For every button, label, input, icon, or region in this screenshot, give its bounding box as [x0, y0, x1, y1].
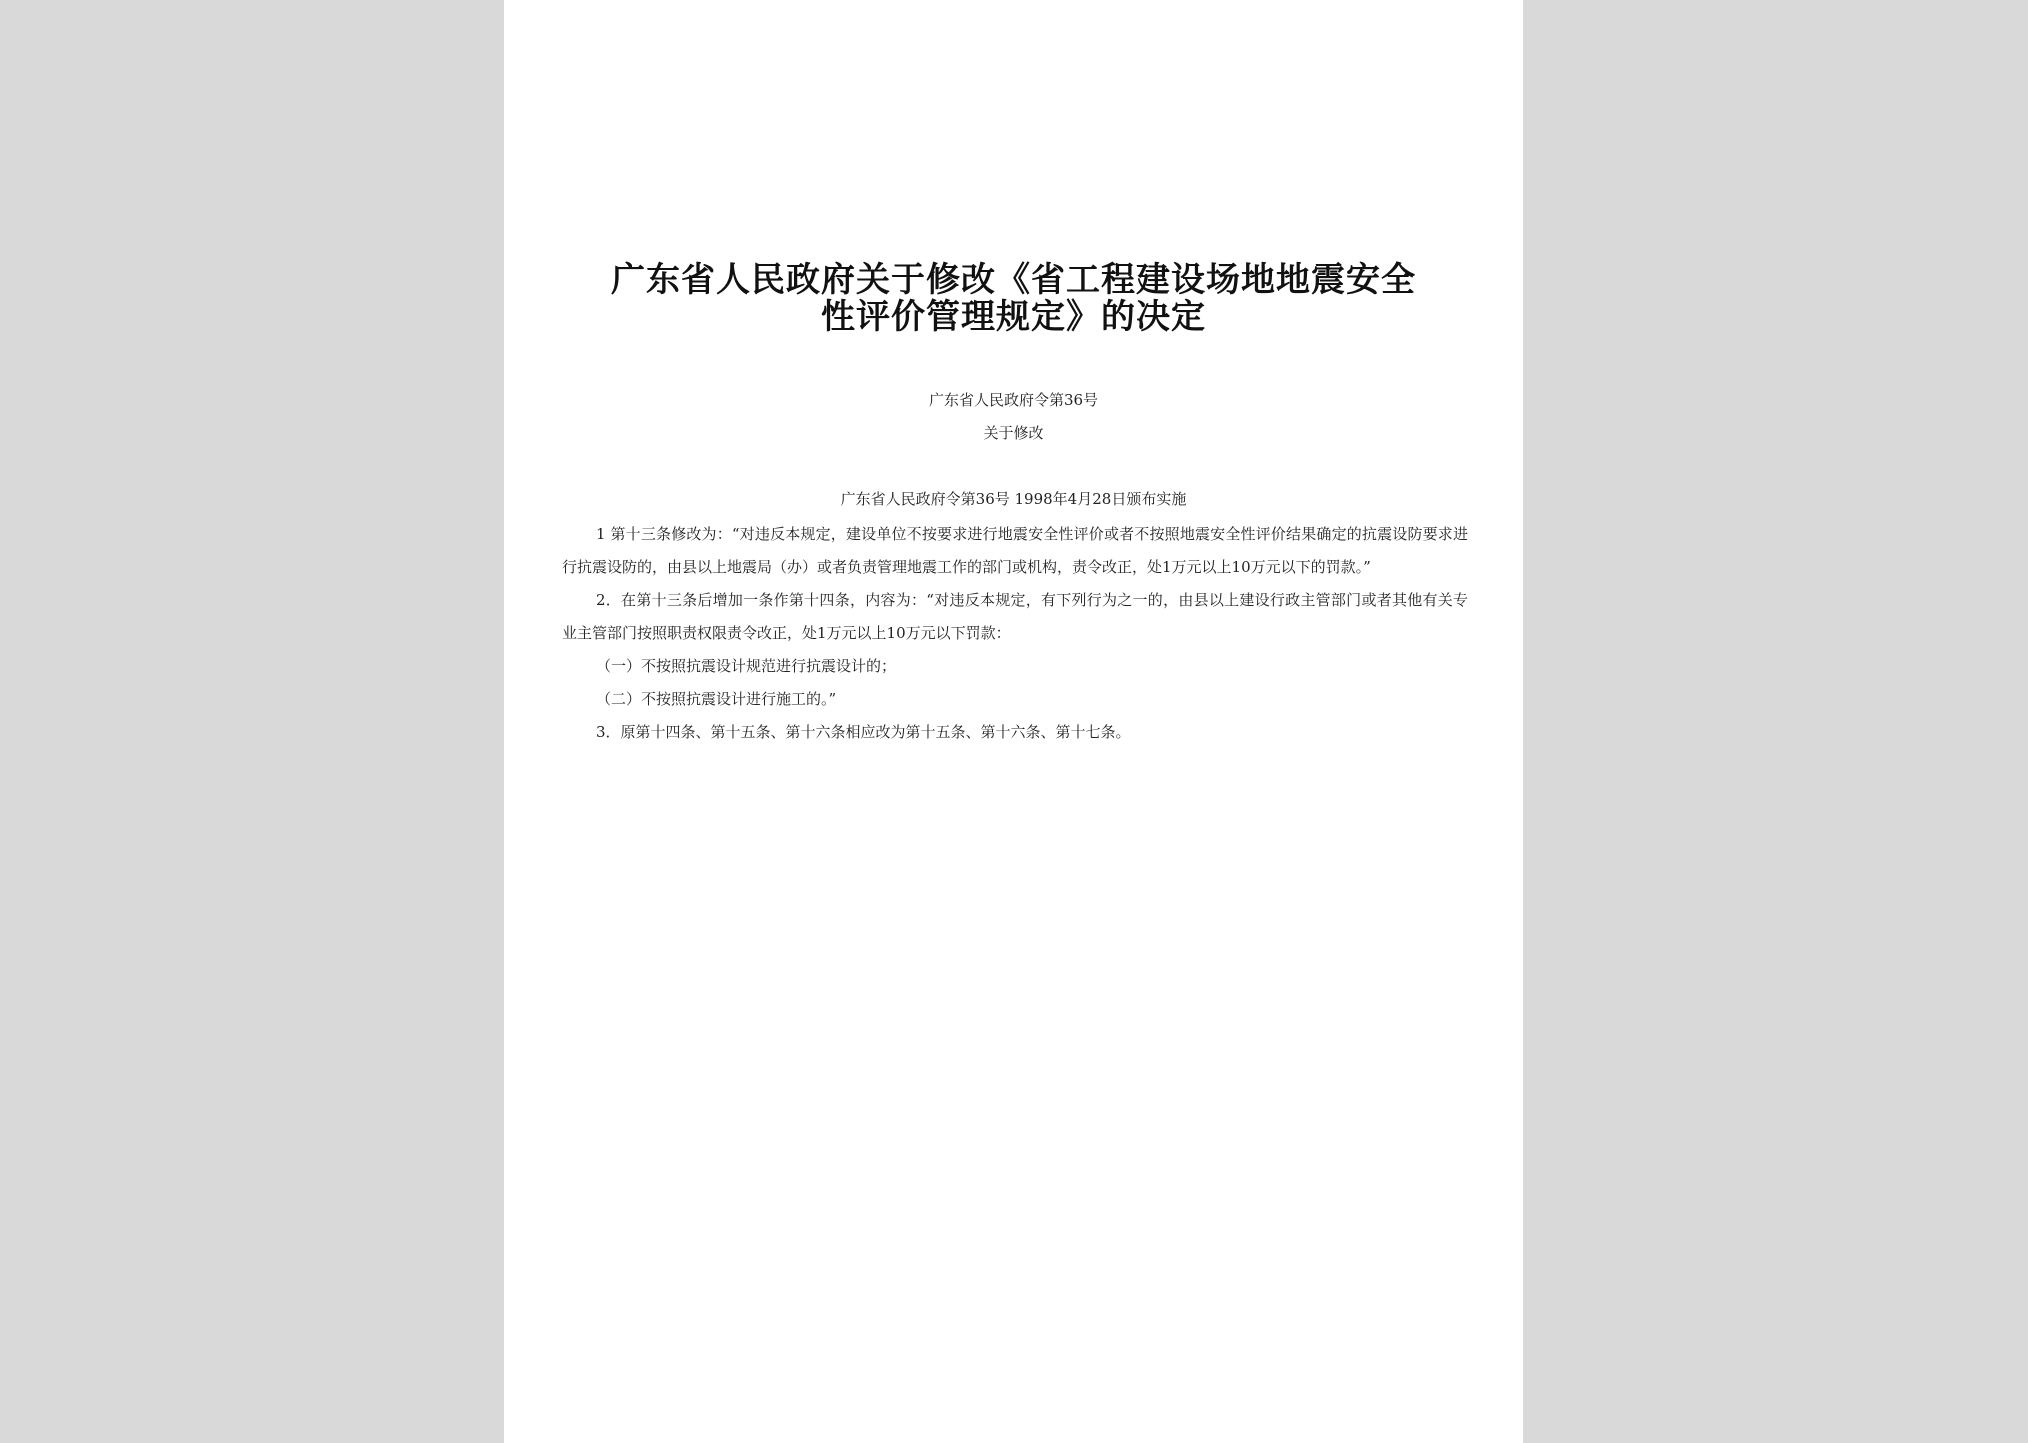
order-number: 广东省人民政府令第36号 — [928, 391, 1099, 409]
document-title — [504, 262, 1523, 336]
subtitle: 关于修改 — [983, 424, 1044, 442]
paragraph: 1 第十三条修改为：“对违反本规定，建设单位不按要求进行地震安全性评价或者不按照地震安全性评价结果确定的抗震设防要求进行抗震设防的，由县以上地震局（办）或者负责管理地震工作的部门或机构，责令改正，处1万元以上10万元以下的罚款。” — [562, 525, 1468, 576]
issue-date: 广东省人民政府令第36号 1998年4月28日颁布实施 — [840, 490, 1187, 508]
title-line-2: 性评价管理规定》的决定 — [821, 297, 1206, 337]
document-page — [504, 0, 1523, 1443]
title-line-1: 广东省人民政府关于修改《省工程建设场地地震安全 — [611, 260, 1416, 300]
paragraph: 3．原第十四条、第十五条、第十六条相应改为第十五条、第十六条、第十七条。 — [596, 723, 1131, 741]
document-body — [562, 518, 1468, 749]
paragraph: （二）不按照抗震设计进行施工的。” — [596, 690, 837, 708]
paragraph: 2．在第十三条后增加一条作第十四条，内容为：“对违反本规定，有下列行为之一的，由县以上建设行政主管部门或者其他有关专业主管部门按照职责权限责令改正，处1万元以上10万元以下罚款： — [562, 591, 1468, 642]
paragraph: （一）不按照抗震设计规范进行抗震设计的； — [596, 657, 897, 675]
